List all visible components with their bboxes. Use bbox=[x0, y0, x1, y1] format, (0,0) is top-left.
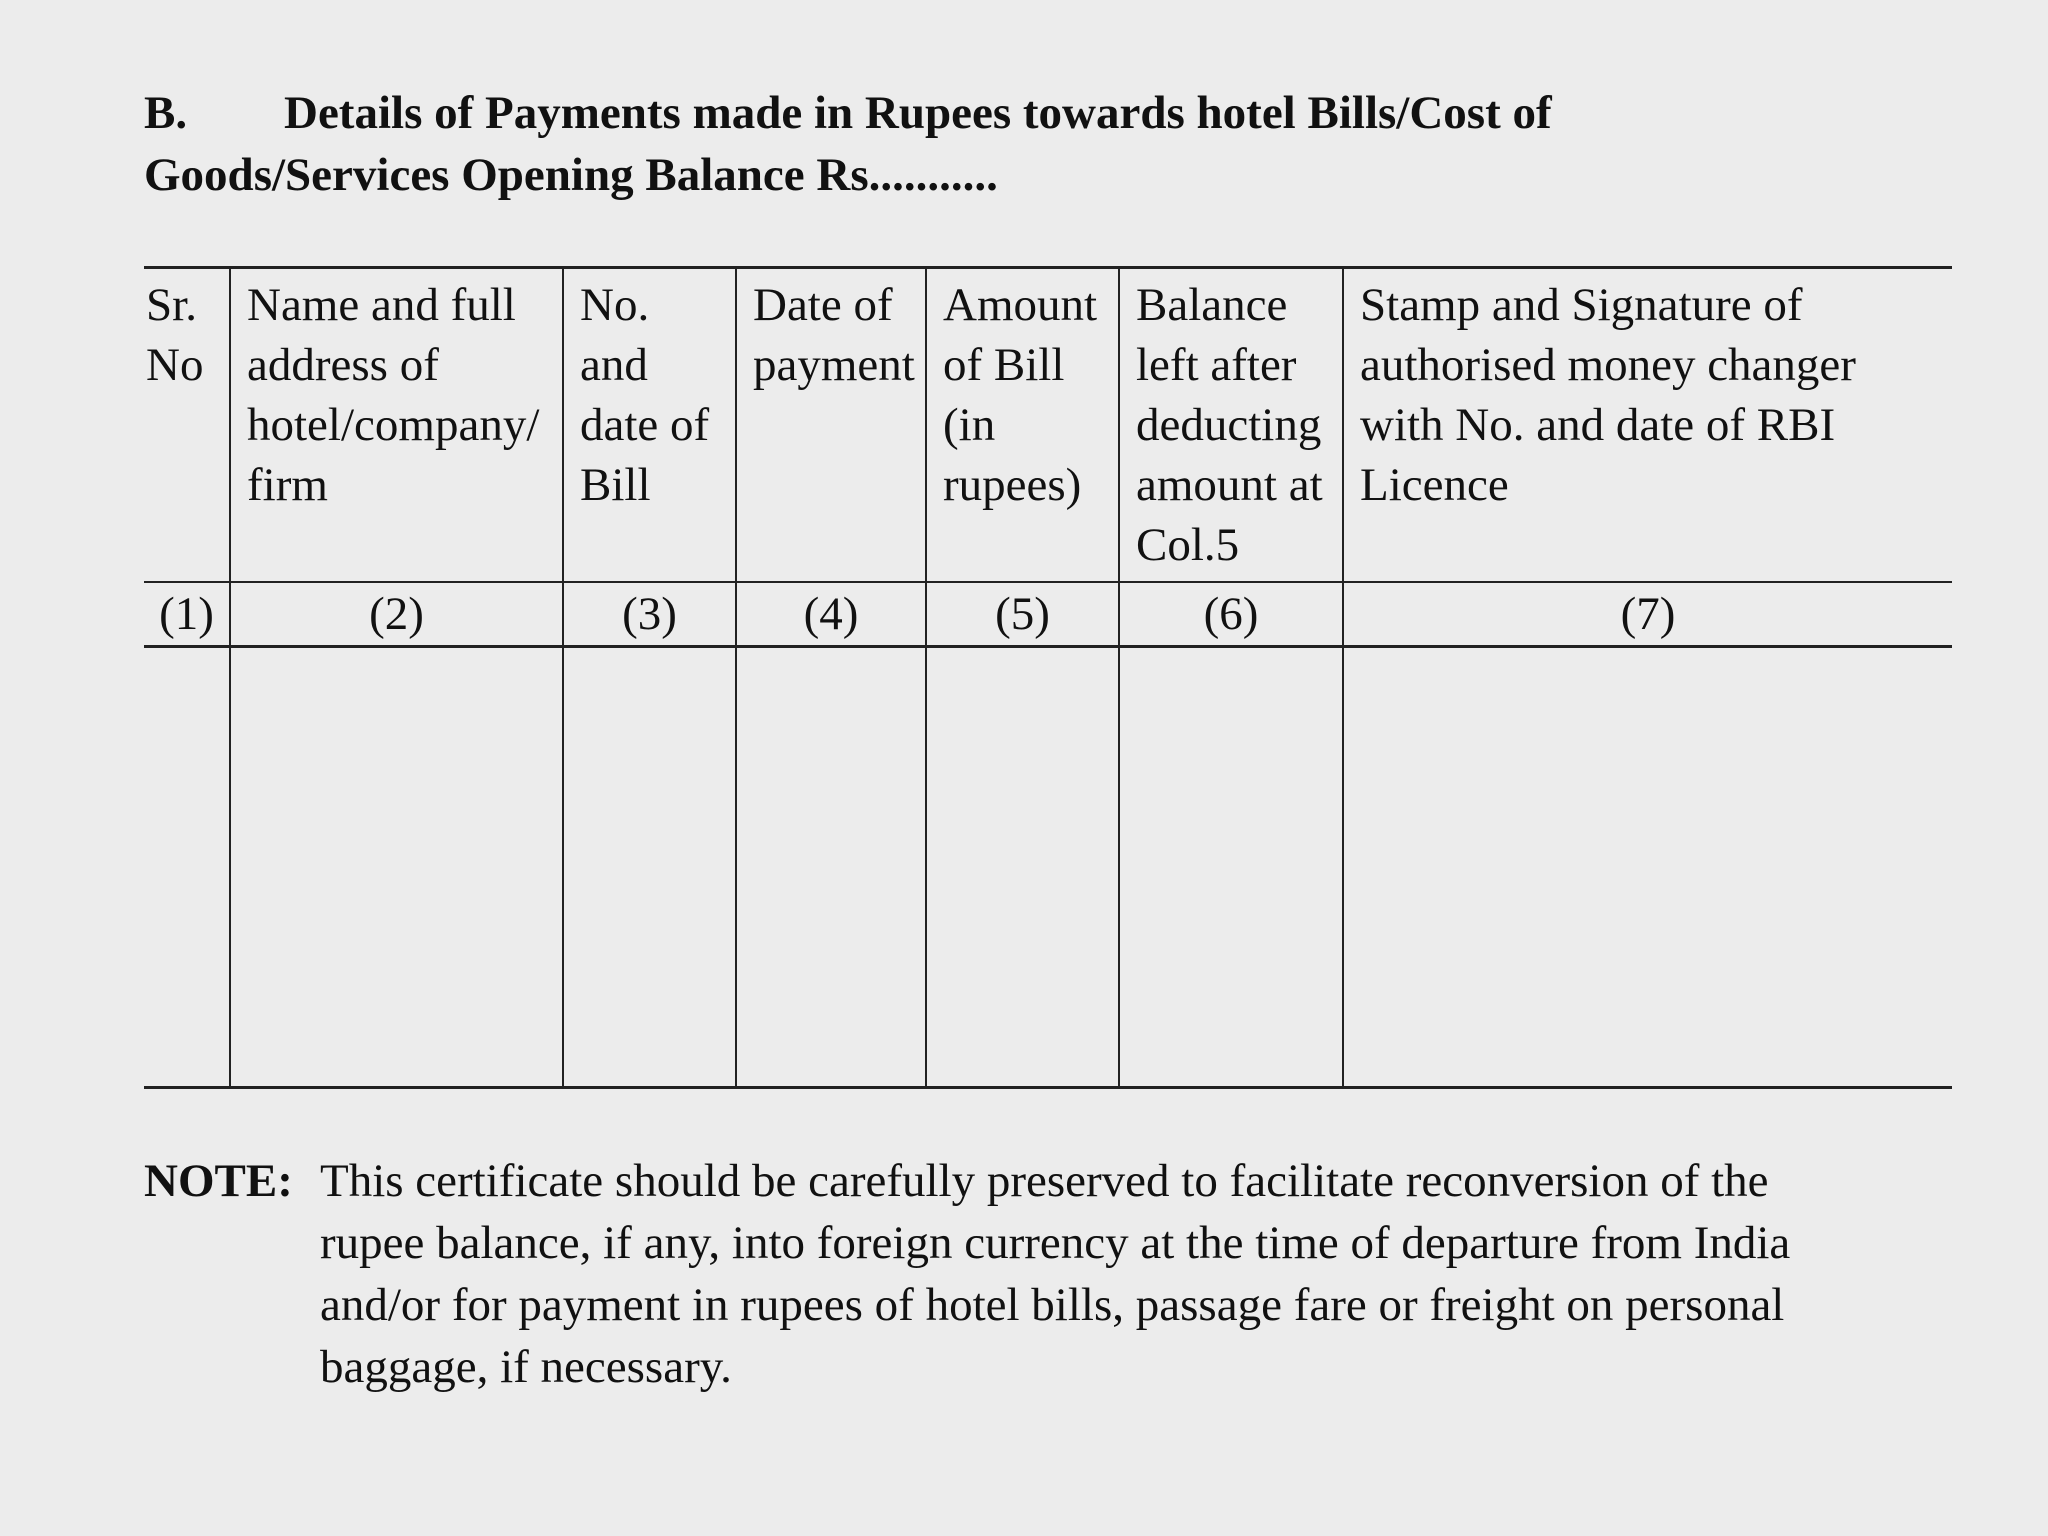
column-number-row bbox=[144, 582, 1952, 647]
entry-cell-balance-left[interactable] bbox=[1119, 647, 1343, 1088]
column-number: (7) bbox=[1343, 582, 1952, 647]
col-header-bill-amount: Amount of Bill (in rupees) bbox=[926, 268, 1119, 583]
section-label: B. bbox=[144, 87, 188, 139]
entry-cell-bill-no-date[interactable] bbox=[563, 647, 736, 1088]
col-header-payment-date: Date of payment bbox=[736, 268, 926, 583]
header-row bbox=[144, 268, 1952, 583]
col-header-balance-left: Balance left after deducting amount at Col.5 bbox=[1119, 268, 1343, 583]
payments-table bbox=[144, 266, 1952, 1089]
entry-cell-payment-date[interactable] bbox=[736, 647, 926, 1088]
col-header-name-address: Name and full address of hotel/company/ firm bbox=[230, 268, 563, 583]
column-number: (1) bbox=[144, 582, 230, 647]
column-number: (3) bbox=[563, 582, 736, 647]
note-text: This certificate should be carefully preserved to facilitate reconversion of the rupee balance, if any, into foreign currency at the time of departure from India and/or for payment in rupees of hotel bills, passage fare or freight on personal baggage, if necessary. bbox=[320, 1155, 1791, 1393]
col-header-bill-no-date: No. and date of Bill bbox=[563, 268, 736, 583]
note-label: NOTE: bbox=[144, 1155, 293, 1207]
entry-cell-name-address[interactable] bbox=[230, 647, 563, 1088]
column-number: (5) bbox=[926, 582, 1119, 647]
column-number: (4) bbox=[736, 582, 926, 647]
blank-entry-row bbox=[144, 647, 1952, 1088]
section-title-line-1 bbox=[144, 82, 1964, 144]
note-block bbox=[144, 1150, 1884, 1398]
section-title-line-2: Goods/Services Opening Balance Rs........... bbox=[144, 149, 998, 201]
column-number: (6) bbox=[1119, 582, 1343, 647]
section-heading bbox=[144, 82, 1964, 206]
column-number: (2) bbox=[230, 582, 563, 647]
section-title-text: Details of Payments made in Rupees towards hotel Bills/Cost of bbox=[284, 87, 1552, 139]
col-header-sr-no: Sr. No bbox=[144, 268, 230, 583]
entry-cell-stamp-signature[interactable] bbox=[1343, 647, 1952, 1088]
entry-cell-sr-no[interactable] bbox=[144, 647, 230, 1088]
entry-cell-bill-amount[interactable] bbox=[926, 647, 1119, 1088]
col-header-stamp-signature: Stamp and Signature of authorised money changer with No. and date of RBI Licence bbox=[1343, 268, 1952, 583]
